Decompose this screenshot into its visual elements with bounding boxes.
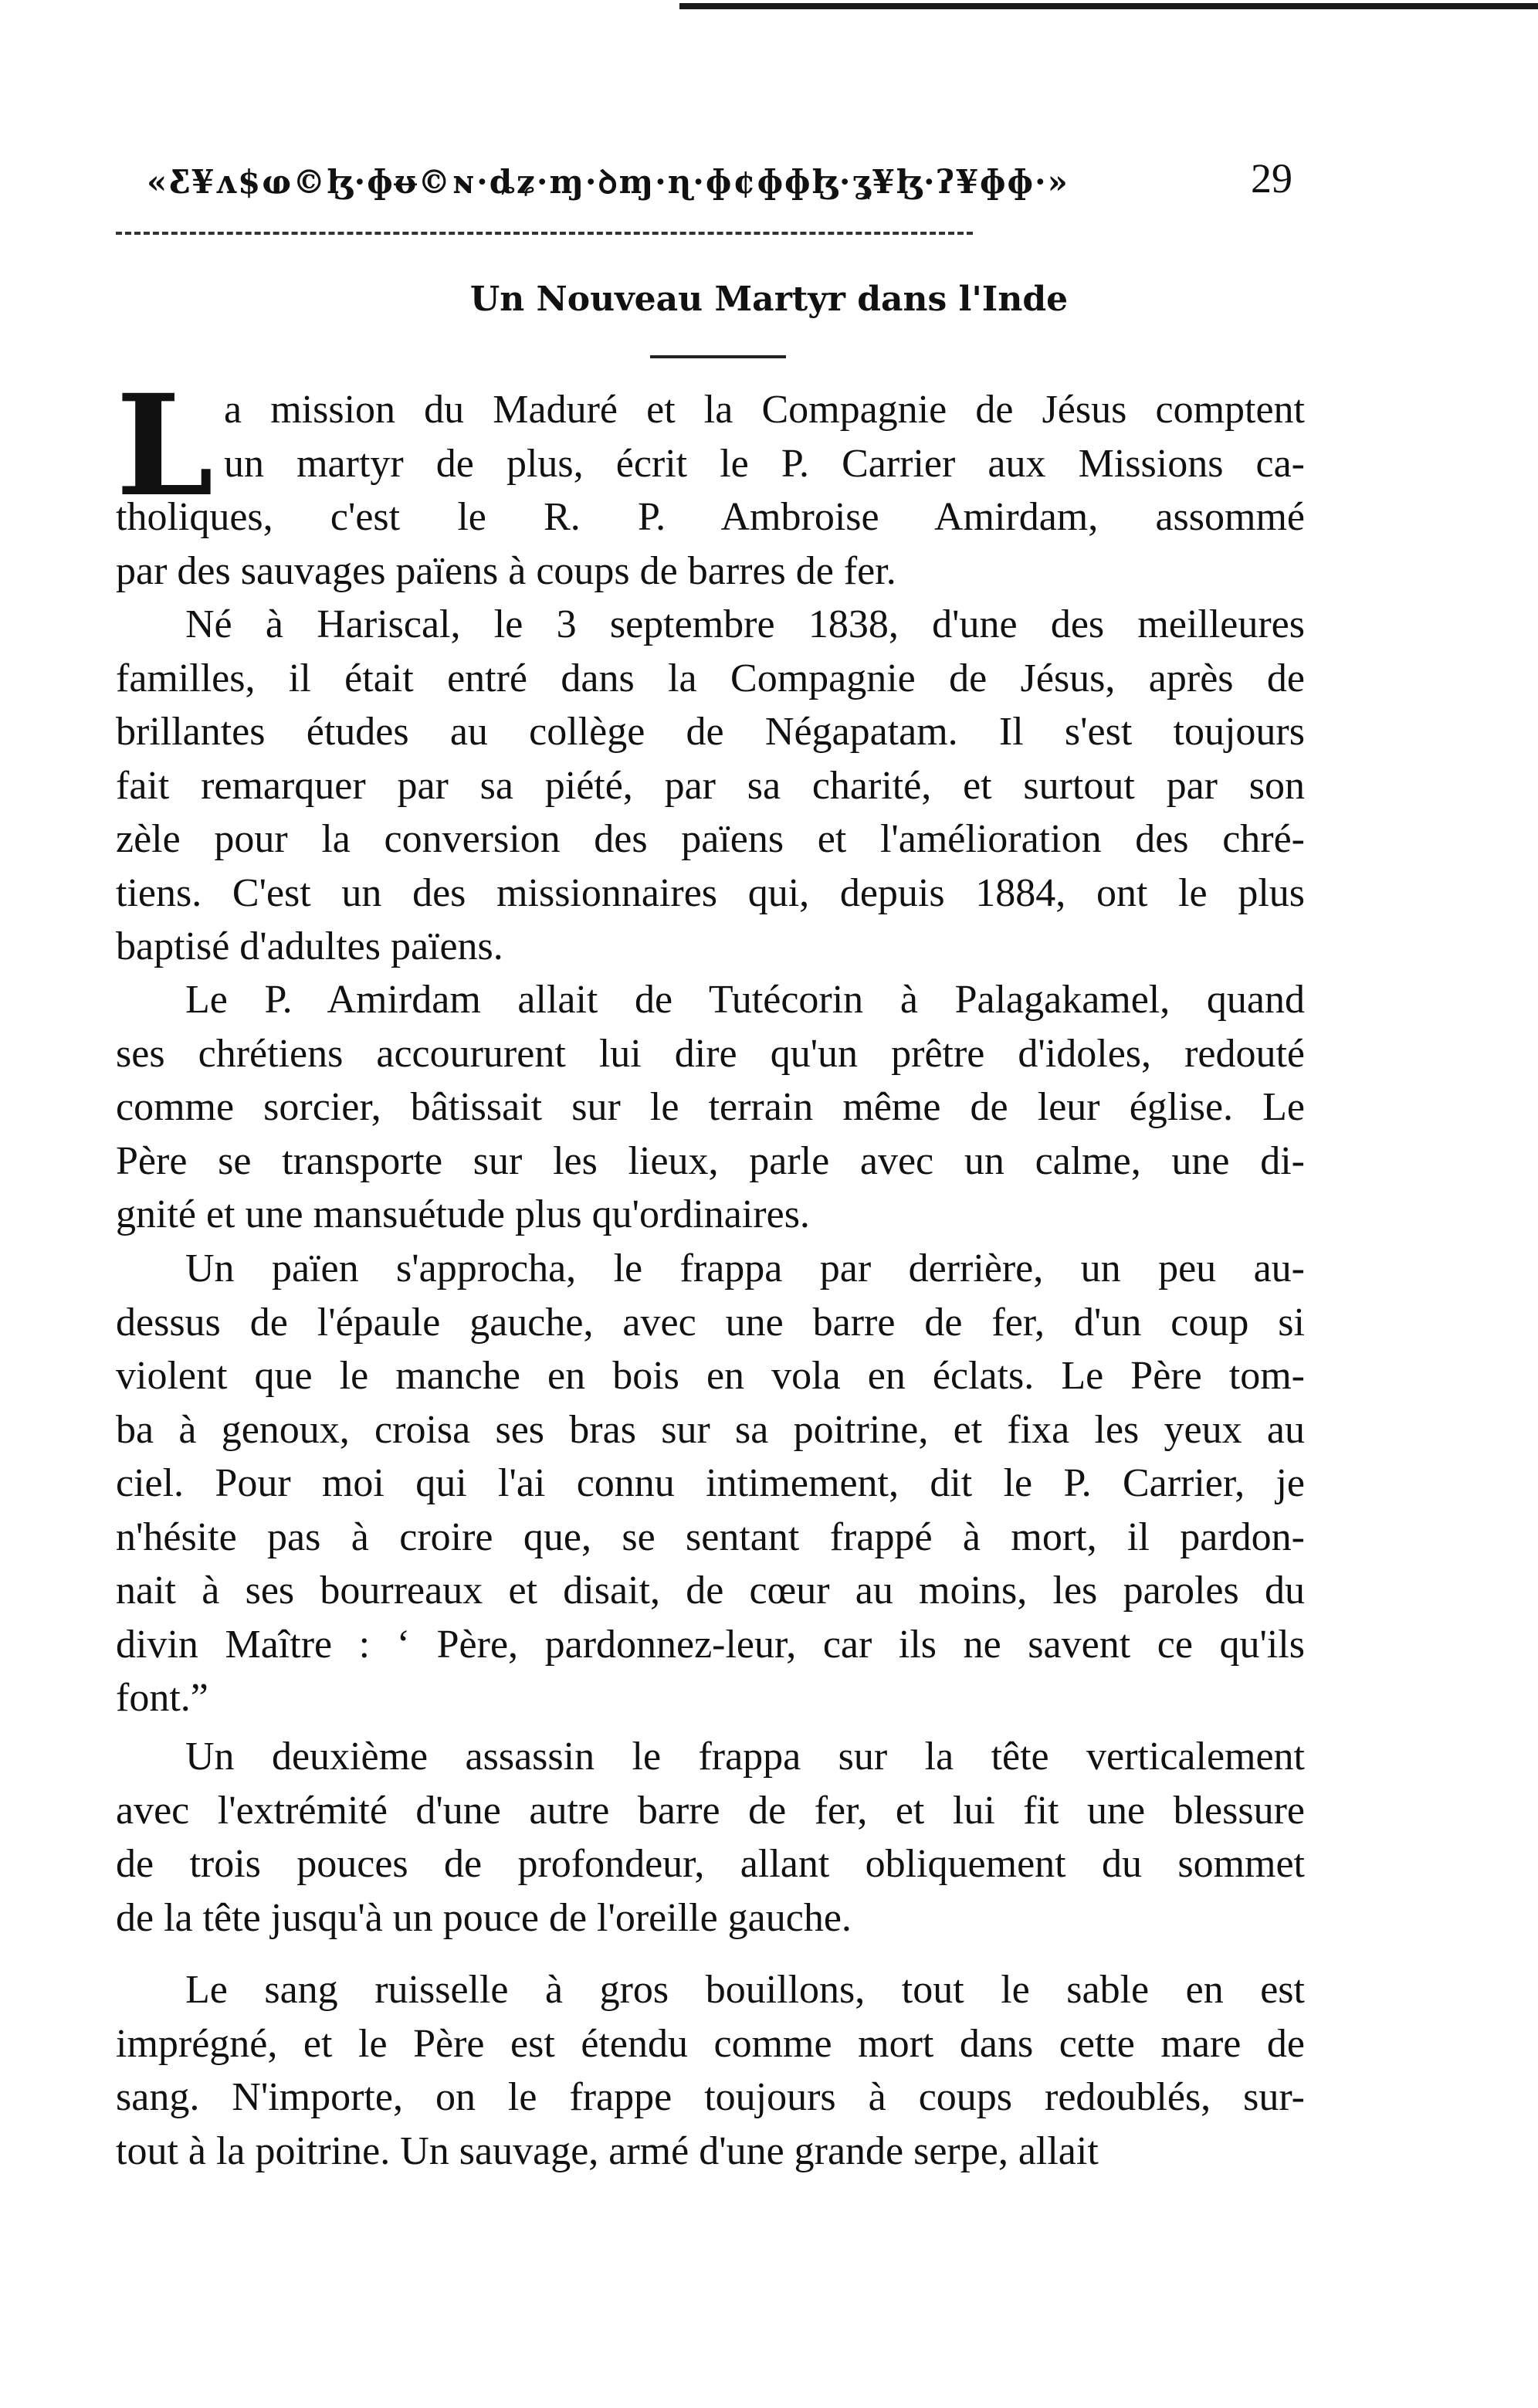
text-line: Père se transporte sur les lieux, parle avec un calme, une di-	[116, 1138, 1305, 1183]
text-line: Né à Hariscal, le 3 septembre 1838, d'une des meilleures	[185, 602, 1305, 646]
text-line: Le P. Amirdam allait de Tutécorin à Palagakamel, quand	[185, 978, 1305, 1022]
text-line: zèle pour la conversion des païens et l'amélioration des chré-	[116, 817, 1305, 861]
text-line: nait à ses bourreaux et disait, de cœur au moins, les paroles du	[116, 1569, 1305, 1613]
text-line: dessus de l'épaule gauche, avec une barre de fer, d'un coup si	[116, 1300, 1305, 1345]
running-header	[116, 154, 1305, 209]
header-dashed-rule	[116, 232, 973, 235]
paragraph-1	[116, 365, 1305, 598]
text-line: baptisé d'adultes païens.	[116, 924, 503, 968]
paragraph-3	[116, 973, 1305, 1242]
text-line: violent que le manche en bois en vola en éclats. Le Père tom-	[116, 1354, 1305, 1398]
text-line: familles, il était entré dans la Compagnie de Jésus, après de	[116, 656, 1305, 700]
paragraph-5	[116, 1730, 1305, 1945]
text-line: imprégné, et le Père est étendu comme mort dans cette mare de	[116, 2021, 1305, 2066]
drop-cap-letter: L	[116, 365, 214, 527]
text-line: un martyr de plus, écrit le P. Carrier aux Missions ca-	[224, 441, 1305, 486]
text-line: a mission du Maduré et la Compagnie de Jésus comptent	[224, 388, 1305, 432]
text-line: comme sorcier, bâtissait sur le terrain même de leur église. Le	[116, 1085, 1305, 1129]
text-line: tiens. C'est un des missionnaires qui, depuis 1884, ont le plus	[116, 870, 1305, 915]
paragraph-6	[116, 1963, 1305, 2178]
text-line: font.”	[116, 1676, 208, 1720]
text-line: Un païen s'approcha, le frappa par derrière, un peu au-	[185, 1246, 1305, 1290]
text-line: gnité et une mansuétude plus qu'ordinaires.	[116, 1192, 810, 1236]
text-line: divin Maître : ‘ Père, pardonnez-leur, car ils ne savent ce qu'ils	[116, 1622, 1305, 1667]
paragraph-2	[116, 598, 1305, 974]
text-line: brillantes études au collège de Négapatam. Il s'est toujours	[116, 710, 1305, 754]
text-line: de trois pouces de profondeur, allant obliquement du sommet	[116, 1842, 1305, 1886]
paragraph-4	[116, 1242, 1305, 1725]
text-line: avec l'extrémité d'une autre barre de fer, et lui fit une blessure	[116, 1788, 1305, 1833]
article-title: Un Nouveau Martyr dans l'Inde	[469, 280, 1069, 319]
text-line: par des sauvages païens à coups de barres de fer.	[116, 548, 896, 593]
text-line: Un deuxième assassin le frappa sur la tête verticalement	[185, 1735, 1305, 1779]
text-line: fait remarquer par sa piété, par sa charité, et surtout par son	[116, 763, 1305, 808]
text-line: ses chrétiens accoururent lui dire qu'un prêtre d'idoles, redouté	[116, 1031, 1305, 1076]
text-line: n'hésite pas à croire que, se sentant frappé à mort, il pardon-	[116, 1514, 1305, 1559]
text-line: tout à la poitrine. Un sauvage, armé d'une grande serpe, allait	[116, 2128, 1099, 2173]
text-line: tholiques, c'est le R. P. Ambroise Amirdam, assommé	[116, 495, 1305, 539]
decorative-header-ornament: «Ƹ¥ʌ$ⱷ©ɮ·ɸᵿ©ɴ·ȡʑ·ɱ·ꝺɱ·ɳ·ɸ¢ɸɸɮ·ʓ¥ɮ·ʔ¥ɸɸ·»	[147, 163, 1069, 201]
top-border-rule	[679, 3, 1538, 9]
text-line: ba à genoux, croisa ses bras sur sa poitrine, et fixa les yeux au	[116, 1407, 1305, 1452]
page-number: 29	[1251, 155, 1292, 202]
text-line: Le sang ruisselle à gros bouillons, tout le sable en est	[185, 1968, 1305, 2012]
text-line: ciel. Pour moi qui l'ai connu intimement, dit le P. Carrier, je	[116, 1461, 1305, 1505]
title-underline	[650, 355, 786, 358]
text-line: sang. N'importe, on le frappe toujours à coups redoublés, sur-	[116, 2075, 1305, 2119]
text-line: de la tête jusqu'à un pouce de l'oreille gauche.	[116, 1895, 852, 1940]
